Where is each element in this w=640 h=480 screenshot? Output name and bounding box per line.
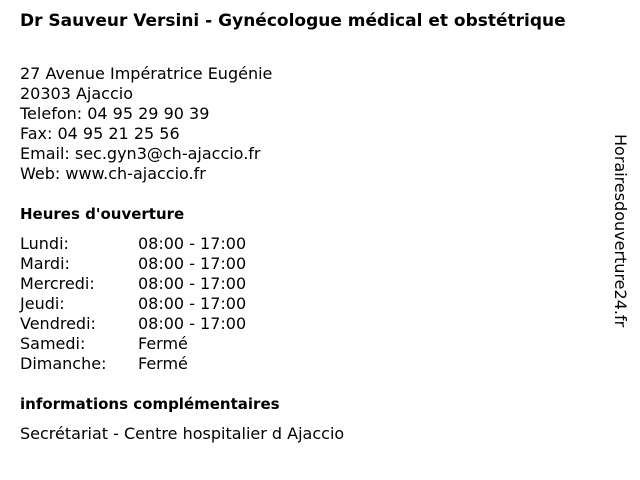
time-value: 08:00 - 17:00 bbox=[138, 234, 247, 253]
day-label: Lundi: bbox=[20, 234, 69, 253]
time-value: 08:00 - 17:00 bbox=[138, 294, 247, 313]
site-watermark: Horairesdouverture24.fr bbox=[611, 134, 630, 328]
time-value: 08:00 - 17:00 bbox=[138, 314, 247, 333]
time-value: 08:00 - 17:00 bbox=[138, 274, 247, 293]
day-label: Jeudi: bbox=[20, 294, 65, 313]
info-heading: informations complémentaires bbox=[20, 395, 280, 413]
hours-row-thursday bbox=[20, 294, 246, 314]
time-value: 08:00 - 17:00 bbox=[138, 254, 247, 273]
hours-row-sunday bbox=[20, 354, 246, 374]
web-line[interactable]: Web: www.ch-ajaccio.fr bbox=[20, 164, 206, 183]
phone-line[interactable]: Telefon: 04 95 29 90 39 bbox=[20, 104, 210, 123]
info-text: Secrétariat - Centre hospitalier d Ajaccio bbox=[20, 424, 345, 443]
day-label: Mardi: bbox=[20, 254, 70, 273]
hours-row-saturday bbox=[20, 334, 246, 354]
opening-hours-table bbox=[20, 234, 246, 374]
day-label: Dimanche: bbox=[20, 354, 107, 373]
hours-row-tuesday bbox=[20, 254, 246, 274]
day-label: Vendredi: bbox=[20, 314, 96, 333]
hours-row-monday bbox=[20, 234, 246, 254]
hours-row-friday bbox=[20, 314, 246, 334]
hours-row-wednesday bbox=[20, 274, 246, 294]
email-line[interactable]: Email: sec.gyn3@ch-ajaccio.fr bbox=[20, 144, 261, 163]
city-line: 20303 Ajaccio bbox=[20, 84, 134, 103]
time-value: Fermé bbox=[138, 354, 188, 373]
day-label: Samedi: bbox=[20, 334, 86, 353]
day-label: Mercredi: bbox=[20, 274, 95, 293]
fax-line: Fax: 04 95 21 25 56 bbox=[20, 124, 180, 143]
page-title: Dr Sauveur Versini - Gynécologue médical et obstétrique bbox=[20, 11, 566, 31]
hours-heading: Heures d'ouverture bbox=[20, 205, 185, 223]
address-line: 27 Avenue Impératrice Eugénie bbox=[20, 64, 273, 83]
time-value: Fermé bbox=[138, 334, 188, 353]
contact-block bbox=[20, 64, 272, 184]
